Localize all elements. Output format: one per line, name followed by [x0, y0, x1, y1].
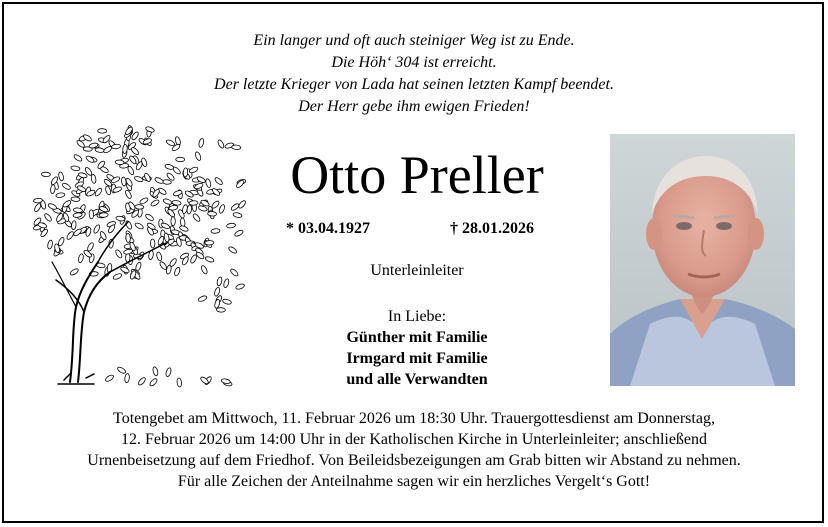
leaf: [137, 377, 146, 387]
poem: [0, 30, 828, 118]
leaf: [200, 265, 208, 275]
leaf: [98, 129, 107, 134]
leaf: [134, 175, 144, 182]
windblown-tree-icon: [18, 112, 258, 392]
leaf: [111, 144, 120, 149]
leaf: [105, 186, 112, 196]
leaf: [211, 200, 220, 209]
notice-line: Urnenbeisetzung auf dem Friedhof. Von Beileidsbezeigungen am Grab bitten wir Abstand zu nehmen.: [87, 452, 741, 469]
leaf: [122, 144, 127, 153]
leaf: [89, 210, 94, 219]
leaf: [41, 172, 50, 177]
leaf: [115, 249, 124, 259]
funeral-notice: [0, 408, 828, 492]
leaf: [160, 222, 170, 230]
leaf: [150, 239, 155, 248]
notice-line: 12. Februar 2026 um 14:00 Uhr in der Katholischen Kirche in Unterleinleiter; anschließend: [120, 431, 708, 448]
leaf: [183, 168, 188, 177]
leaf: [112, 273, 122, 281]
mourners-block: [262, 306, 572, 390]
leaf: [214, 299, 221, 309]
leaf: [214, 176, 224, 185]
leaf: [124, 189, 132, 199]
leaf: [207, 211, 216, 216]
leaf: [159, 261, 168, 271]
mourners-intro: In Liebe:: [387, 308, 447, 325]
death-date: † 28.01.2026: [450, 220, 534, 237]
leaf: [164, 164, 174, 171]
leaf: [86, 242, 94, 252]
leaf: [134, 222, 144, 230]
leaf: [69, 268, 79, 277]
leaf: [105, 374, 115, 383]
leaf: [165, 139, 175, 147]
leaf: [124, 373, 129, 382]
leaf: [194, 182, 204, 190]
leaf: [145, 213, 155, 222]
leaf: [93, 224, 101, 234]
leaf: [176, 157, 185, 162]
mourner-line: und alle Verwandten: [346, 371, 488, 388]
leaf: [58, 172, 64, 182]
leaf: [165, 367, 172, 377]
leaf: [71, 220, 76, 229]
leaf: [154, 177, 164, 185]
leaf: [95, 147, 105, 153]
leaf: [82, 134, 92, 143]
leaf: [135, 262, 142, 272]
leaf: [143, 172, 151, 182]
leaf: [234, 229, 244, 237]
mourner-line: Günther mit Familie: [346, 329, 488, 346]
notice-line: Für alle Zeichen der Anteilnahme sagen wir ein herzliches Vergelt‘s Gott!: [177, 473, 651, 490]
leaf: [205, 256, 215, 263]
leaf: [43, 213, 52, 223]
leaf: [228, 246, 238, 255]
leaf: [139, 197, 149, 205]
leaf: [50, 184, 56, 194]
mourner-line: Irmgard mit Familie: [346, 350, 488, 367]
poem-line: Ein langer und oft auch steiniger Weg ist zu Ende.: [253, 32, 575, 49]
leaf: [145, 126, 155, 133]
leaf: [91, 174, 97, 184]
leaf: [127, 165, 135, 175]
leaf: [61, 182, 71, 191]
poem-line: Der Herr gebe ihm ewigen Frieden!: [298, 98, 530, 115]
leaf: [216, 277, 222, 287]
leaf: [229, 268, 239, 277]
leaf: [66, 231, 75, 241]
leaf: [198, 138, 204, 148]
leaf: [179, 225, 189, 232]
leaf: [71, 165, 81, 171]
leaf: [117, 366, 127, 374]
leaf: [115, 160, 124, 165]
leaf: [205, 240, 214, 245]
birth-date: * 03.04.1927: [286, 220, 370, 237]
leaf: [233, 212, 243, 218]
leaf: [130, 146, 140, 155]
leaf: [71, 197, 80, 202]
leaf: [47, 203, 57, 211]
leaf: [171, 217, 176, 226]
leaf: [47, 240, 53, 250]
poem-line: Der letzte Krieger von Lada hat seinen letzten Kampf beendet.: [214, 76, 614, 93]
leaf: [177, 378, 182, 387]
leaf: [223, 278, 230, 288]
leaf: [235, 283, 245, 290]
leaf: [156, 251, 163, 261]
leaf: [163, 198, 173, 205]
leaf: [217, 139, 225, 149]
leaf: [235, 179, 245, 188]
leaf: [194, 151, 201, 161]
deceased-name: Otto Preller: [290, 145, 544, 205]
leaf: [226, 223, 236, 229]
leaf: [152, 366, 159, 376]
leaf: [198, 295, 208, 303]
portrait-photo: [610, 134, 795, 386]
leaf: [126, 233, 131, 242]
leaf: [99, 213, 108, 218]
leaf: [221, 378, 231, 384]
leaf: [222, 298, 232, 305]
leaf: [73, 154, 83, 163]
leaf: [56, 192, 66, 198]
leaf: [135, 204, 144, 209]
leaf: [120, 266, 130, 274]
hometown: Unterleinleiter: [370, 262, 464, 279]
leaf: [149, 378, 158, 388]
leaf: [85, 155, 95, 164]
poem-line: Die Höh‘ 304 ist erreicht.: [331, 54, 497, 71]
notice-line: Totengebet am Mittwoch, 11. Februar 2026 um 18:30 Uhr. Trauergottesdienst am Donnerstag,: [113, 410, 715, 427]
leaf: [78, 253, 84, 263]
leaf: [174, 267, 181, 277]
leaf: [205, 178, 212, 188]
leaf: [214, 287, 221, 297]
leaf: [196, 176, 206, 184]
leaf: [218, 204, 225, 214]
leaf: [150, 199, 160, 207]
leaf: [189, 166, 199, 174]
leaf: [232, 145, 241, 150]
leaf: [33, 198, 42, 203]
leaf: [192, 213, 201, 223]
leaf: [211, 228, 220, 233]
